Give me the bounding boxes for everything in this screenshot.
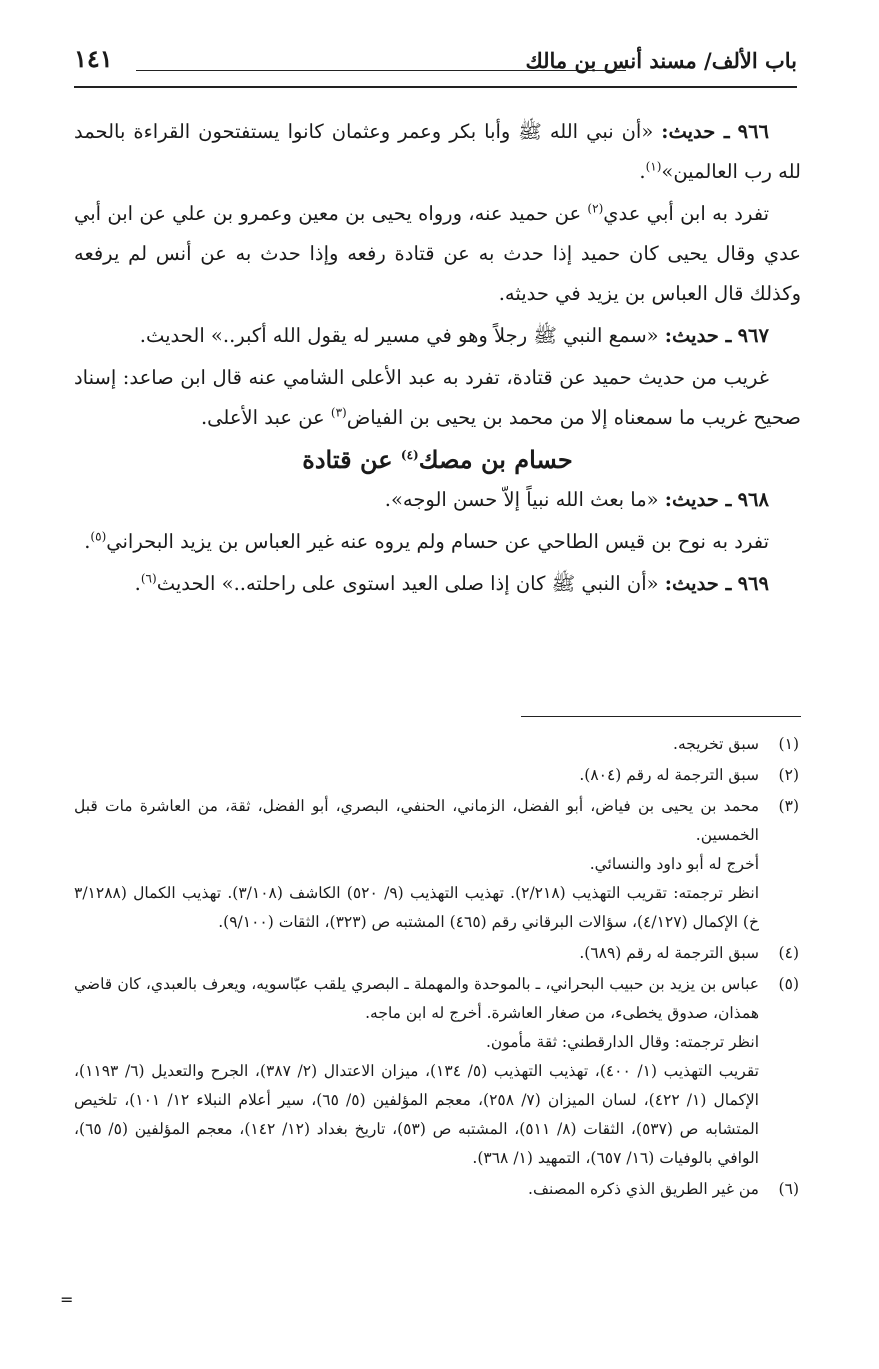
footnotes-section [74, 730, 799, 1206]
footnote-text: محمد بن يحيى بن فياض، أبو الفضل، الزماني، الحنفي، البصري، أبو الفضل، ثقة، من العاشرة مات قبل الخمسين. [74, 797, 759, 844]
header-divider [136, 70, 626, 71]
footnote-ref[interactable]: (٤) [400, 448, 419, 462]
hadith-label: ـ حديث: [664, 572, 732, 595]
hadith-text: «أن النبي ﷺ كان إذا صلى العيد استوى على راحلته..» الحديث [156, 572, 659, 595]
footnote-text: أخرج له أبو داود والنسائي. [589, 855, 759, 873]
footnote-number: (٥) [778, 975, 799, 993]
commentary-text: تفرد به ابن أبي عدي [603, 202, 769, 225]
footnote-number: (٢) [778, 766, 799, 784]
footnote-number: (١) [778, 735, 799, 753]
hadith-end: . [134, 572, 141, 595]
hadith-label: ـ حديث: [661, 120, 730, 143]
commentary-end: . [84, 530, 91, 553]
footnote-ref[interactable]: (١) [645, 159, 662, 174]
hadith-text-cont: بالحمد لله رب العالمين» [74, 120, 801, 183]
footnote-number: (٤) [778, 944, 799, 962]
commentary-text: غريب من حديث حميد عن قتادة، تفرد به عبد الأعلى الشامي عنه قال ابن صاعد: إسناد صحيح غريب ما سمعناه إلا من محمد بن يحيى بن الفياض [74, 366, 801, 429]
commentary-text: عن عبد الأعلى. [200, 406, 325, 429]
hadith-text: «سمع النبي ﷺ رجلاً وهو في مسير له يقول الله أكبر..» الحديث. [139, 324, 659, 347]
footnote-ref[interactable]: (٥) [90, 529, 107, 544]
hadith-number: ٩٦٧ [737, 324, 769, 347]
margin-mark: = [60, 1290, 74, 1309]
footnote-ref[interactable]: (٣) [330, 405, 347, 420]
hadith-968 [74, 480, 801, 520]
hadith-label: ـ حديث: [664, 488, 732, 511]
footnote-ref[interactable]: (٢) [587, 201, 604, 216]
section-heading-text: عن قتادة [302, 445, 393, 474]
footnote-text: عباس بن يزيد بن حبيب البحراني، ـ بالموحدة والمهملة ـ البصري يلقب عبّاسويه، ويعرف بالعبدي، كان قاضي همذان، صدوق يخطىء، من صغار العاشرة. أخرج له ابن ماجه. [74, 975, 759, 1022]
footnote-text: انظر ترجمته: تقريب التهذيب (٢/٢١٨). تهذيب التهذيب (٩/ ٥٢٠) الكاشف (٣/١٠٨). تهذيب الكمال (٣/١٢٨٨ خ) الإكمال (٤/١٢٧)، سؤالات البرقاني رقم (٤٦٥) المشتبه ص (٣٢٣)، الثقات (٩/١٠٠). [74, 884, 760, 931]
footnote-6 [74, 1175, 799, 1204]
footnote-text: من غير الطريق الذي ذكره المصنف. [528, 1180, 759, 1198]
page-number: ١٤١ [74, 44, 113, 73]
commentary-text: عن حميد عنه، ورواه يحيى بن معين وعمرو بن علي عن ابن أبي عدي وقال يحيى كان حميد إذا حدث به عن قتادة رفعه وإذا حدث به عن أنس لم يرفعه وكذلك قال العباس بن يزيد في حديثه. [74, 202, 801, 305]
footnote-2 [74, 761, 799, 790]
footnote-ref[interactable]: (٦) [140, 571, 157, 586]
hadith-969 [74, 564, 801, 604]
hadith-text: «أن نبي الله ﷺ وأبا بكر وعمر وعثمان كانوا يستفتحون القراءة [133, 120, 654, 143]
footnote-5 [74, 970, 799, 1173]
section-heading [74, 440, 801, 480]
footnote-text: انظر ترجمته: وقال الدارقطني: ثقة مأمون. [485, 1033, 759, 1051]
commentary-paragraph [74, 522, 801, 562]
footnote-text: تقريب التهذيب (١/ ٤٠٠)، تهذيب التهذيب (٥/ ١٣٤)، ميزان الاعتدال (٢/ ٣٨٧)، الجرح والتعديل (٦/ ١١٩٣)، الإكمال (١/ ٤٢٢)، لسان الميزان (٧/ ٢٥٨)، معجم المؤلفين (٥/ ٦٥)، سير أعلام النبلاء ١٢/ ١٠١)، تلخيص المتشابه ص (٥٣٧)، الثقات (٨/ ٥١١)، المشتبه ص (٥٣)، تاريخ بغداد (١٢/ ١٤٢)، معجم المؤلفين (٥/ ٦٥)، الوافي بالوفيات (١٦/ ٦٥٧)، التمهيد (١/ ٣٦٨). [74, 1062, 759, 1167]
running-title: باب الألف/ مسند أنس بن مالك [525, 48, 797, 73]
footnote-3 [74, 792, 799, 937]
footnote-4 [74, 939, 799, 968]
commentary-paragraph [74, 194, 801, 314]
footnote-number: (٣) [778, 797, 799, 815]
section-heading-text: حسام بن مصك [418, 445, 573, 474]
page-header [74, 44, 797, 84]
footnote-text: سبق الترجمة له رقم (٨٠٤). [579, 766, 759, 784]
header-rule [74, 86, 797, 88]
hadith-number: ٩٦٩ [737, 572, 769, 595]
commentary-text: تفرد به نوح بن قيس الطاحي عن حسام ولم يروه عنه غير العباس بن يزيد البحراني [106, 530, 769, 553]
main-text [74, 112, 801, 604]
hadith-number: ٩٦٨ [737, 488, 769, 511]
hadith-number: ٩٦٦ [737, 120, 770, 143]
hadith-967 [74, 316, 801, 356]
footnote-1 [74, 730, 799, 759]
commentary-paragraph [74, 358, 801, 438]
hadith-end: . [639, 160, 646, 183]
footnote-separator [521, 716, 801, 717]
footnote-text: سبق الترجمة له رقم (٦٨٩). [579, 944, 759, 962]
hadith-label: ـ حديث: [664, 324, 732, 347]
hadith-966 [74, 112, 801, 192]
footnote-text: سبق تخريجه. [673, 735, 759, 753]
footnote-number: (٦) [778, 1180, 799, 1198]
hadith-text: «ما بعث الله نبياً إلاّ حسن الوجه». [384, 488, 659, 511]
